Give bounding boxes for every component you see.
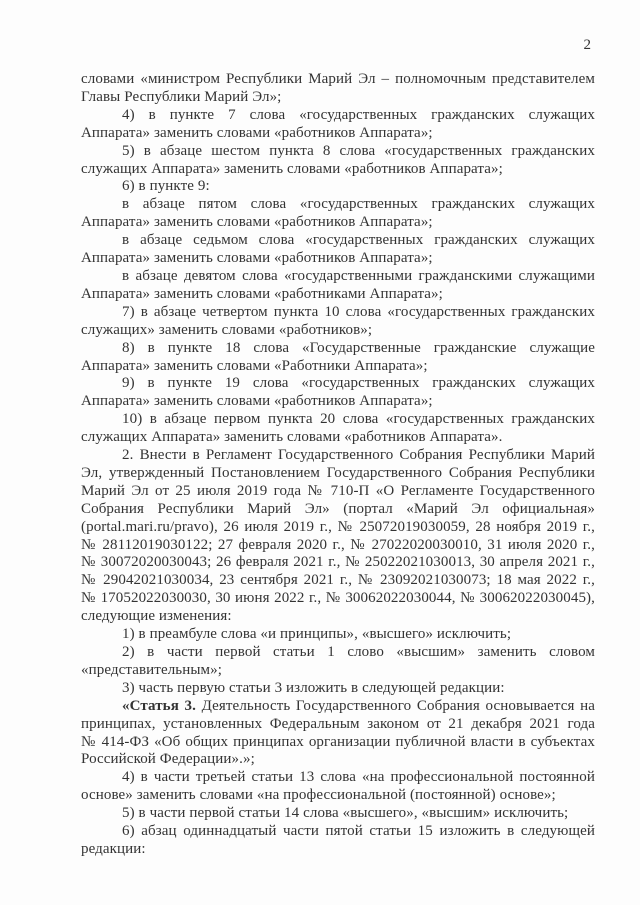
- paragraph: [81, 626, 595, 644]
- paragraph: [81, 375, 595, 411]
- paragraph: [81, 268, 595, 304]
- text-run: 5) в части первой статьи 14 слова «высшего», «высшим» исключить;: [122, 805, 569, 822]
- paragraph: [81, 143, 595, 179]
- paragraph: [81, 340, 595, 376]
- paragraph: [81, 447, 595, 626]
- paragraph: [81, 680, 595, 698]
- text-run: 1) в преамбуле слова «и принципы», «высшего» исключить;: [122, 626, 512, 643]
- text-run: 6) абзац одиннадцатый части пятой статьи 15 изложить в следующей редакции:: [81, 823, 595, 857]
- paragraph: [81, 644, 595, 680]
- text-run: словами «министром Республики Марий Эл – полномочным представителем Главы Республики Марий Эл»;: [81, 71, 595, 105]
- text-run: 5) в абзаце шестом пункта 8 слова «государственных гражданских служащих Аппарата» заменить словами «работников Аппарата»;: [81, 142, 595, 177]
- document-body: [81, 71, 595, 859]
- text-run: в абзаце седьмом слова «государственных гражданских служащих Аппарата» заменить словами «работников Аппарата»;: [81, 232, 595, 267]
- text-run: 8) в пункте 18 слова «Государственные гражданские служащие Аппарата» заменить словами «Работники Аппарата»;: [81, 339, 595, 374]
- text-run: в абзаце пятом слова «государственных гражданских служащих Аппарата» заменить словами «работников Аппарата»;: [81, 196, 595, 231]
- paragraph: [81, 232, 595, 268]
- text-run: 7) в абзаце четвертом пункта 10 слова «государственных гражданских служащих» заменить словами «работников»;: [81, 303, 595, 338]
- paragraph: [81, 196, 595, 232]
- text-run: в абзаце девятом слова «государственными гражданскими служащими Аппарата» заменить словами «работниками Аппарата»;: [81, 267, 595, 302]
- text-run: Деятельность Государственного Собрания основывается на принципах, установленных Федеральным законом от 21 декабря 2021 года № 414-ФЗ «Об общих принципах организации публичной власти в субъектах Российской Федерации».»;: [81, 697, 595, 768]
- paragraph: [81, 411, 595, 447]
- text-run: 10) в абзаце первом пункта 20 слова «государственных гражданских служащих Аппарата» заменить словами «работников Аппарата».: [81, 411, 595, 446]
- page-number: 2: [583, 37, 591, 53]
- paragraph: [81, 769, 595, 805]
- paragraph: [81, 805, 595, 823]
- text-run: 9) в пункте 19 слова «государственных гражданских служащих Аппарата» заменить словами «работников Аппарата»;: [81, 375, 595, 410]
- paragraph: [81, 304, 595, 340]
- text-run: 4) в пункте 7 слова «государственных гражданских служащих Аппарата» заменить словами «работников Аппарата»;: [81, 106, 595, 141]
- paragraph: [81, 71, 595, 107]
- paragraph: [81, 178, 595, 196]
- bold-text-run: «Статья 3.: [122, 697, 196, 714]
- text-run: 2) в части первой статьи 1 слово «высшим» заменить словом «представительным»;: [81, 644, 595, 678]
- text-run: 2. Внести в Регламент Государственного Собрания Республики Марий Эл, утвержденный Постановлением Государственного Собрания Республики Марий Эл от 25 июля 2019 года № 710-П «О Регламенте Государственного Собрания Республики Марий Эл» (портал «Марий Эл официальная» (portal.mari.ru/pravo), 26 июля 2019 г., № 25072019030059, 28 ноября 2019 г., № 28112019030122; 27 февраля 2020 г., № 27022020030010, 31 июля 2020 г., № 30072020030043; 26 февраля 2021 г., № 25022021030013, 30 апреля 2021 г., № 29042021030034, 23 сентября 2021 г., № 23092021030073; 18 мая 2022 г., № 17052022030030, 30 июня 2022 г., № 30062022030044, № 30062022030045), следующие изменения:: [81, 447, 595, 625]
- paragraph: [81, 107, 595, 143]
- text-run: 4) в части третьей статьи 13 слова «на профессиональной постоянной основе» заменить словами «на профессиональной (постоянной) основе»;: [81, 769, 595, 804]
- text-run: 3) часть первую статьи 3 изложить в следующей редакции:: [122, 679, 505, 696]
- paragraph: [81, 698, 595, 770]
- paragraph: [81, 823, 595, 859]
- text-run: 6) в пункте 9:: [122, 178, 210, 195]
